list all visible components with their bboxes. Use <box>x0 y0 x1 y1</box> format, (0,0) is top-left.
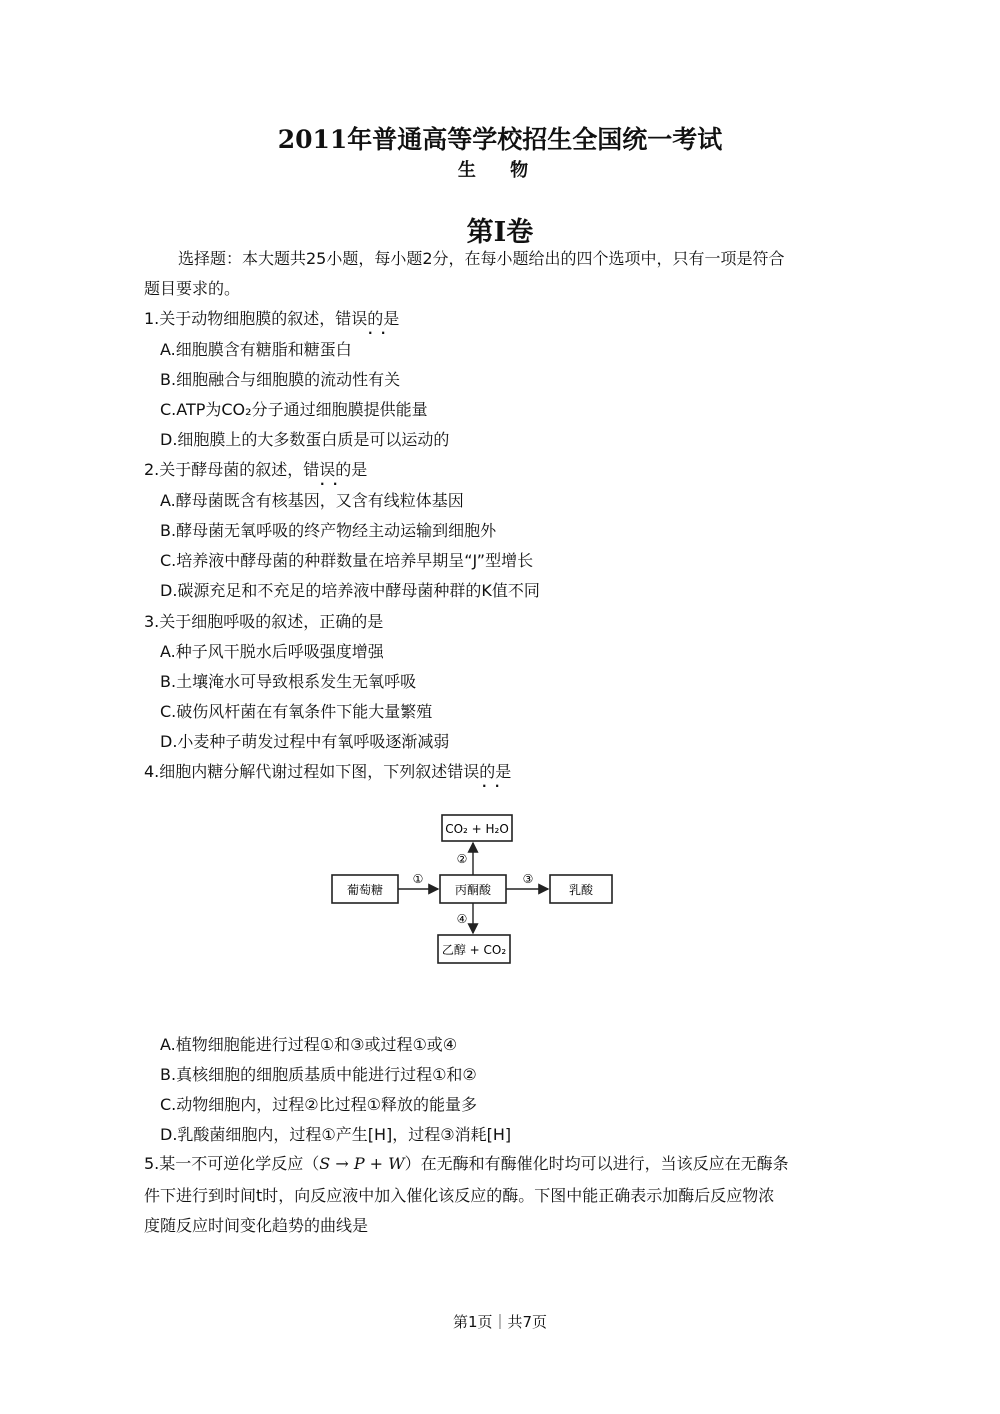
instructions-line-1: 选择题：本大题共25小题，每小题2分，在每小题给出的四个选项中，只有一项是符合 <box>178 249 785 268</box>
question-5-line-1 <box>144 1153 789 1175</box>
emphasis-dots-q1: · · <box>368 326 386 340</box>
question-5-tail: ）在无酶和有酶催化时均可以进行，当该反应在无酶条 <box>404 1154 789 1173</box>
question-1-option-c: C.ATP为CO₂分子通过细胞膜提供能量 <box>160 400 428 419</box>
glycolysis-diagram <box>320 805 640 975</box>
question-3-option-c: C.破伤风杆菌在有氧条件下能大量繁殖 <box>160 702 433 721</box>
label-pyruvate: 丙酮酸 <box>454 883 492 897</box>
question-5-line-2: 件下进行到时间t时，向反应液中加入催化该反应的酶。下图中能正确表示加酶后反应物浓 <box>144 1186 775 1205</box>
question-1-option-d: D.细胞膜上的大多数蛋白质是可以运动的 <box>160 430 450 449</box>
glycolysis-diagram-svg <box>320 805 640 975</box>
exam-title: 2011年普通高等学校招生全国统一考试 <box>277 125 723 154</box>
label-glucose: 葡萄糖 <box>346 883 384 897</box>
question-2-option-a: A.酵母菌既含有核基因，又含有线粒体基因 <box>160 491 464 510</box>
question-2-option-b: B.酵母菌无氧呼吸的终产物经主动运输到细胞外 <box>160 521 497 540</box>
section-title: 第I卷 <box>466 217 534 248</box>
question-2-option-c: C.培养液中酵母菌的种群数量在培养早期呈“J”型增长 <box>160 551 534 570</box>
instructions-line-2: 题目要求的。 <box>144 279 241 298</box>
step-1-label: ① <box>412 872 424 886</box>
question-4-option-b: B.真核细胞的细胞质基质中能进行过程①和② <box>160 1065 477 1084</box>
question-5-line-3: 度随反应时间变化趋势的曲线是 <box>144 1216 369 1235</box>
question-3-stem: 3.关于细胞呼吸的叙述，正确的是 <box>144 612 384 631</box>
step-4-label: ④ <box>456 912 468 926</box>
emphasis-dots-q2: · · <box>320 477 338 491</box>
question-4-option-c: C.动物细胞内，过程②比过程①释放的能量多 <box>160 1095 477 1114</box>
question-2-option-d: D.碳源充足和不充足的培养液中酵母菌种群的K值不同 <box>160 581 540 600</box>
label-co2-h2o: CO₂ + H₂O <box>445 822 509 836</box>
page-footer: 第1页｜共7页 <box>452 1313 548 1331</box>
subject-title: 生 物 <box>457 160 543 181</box>
question-1-option-a: A.细胞膜含有糖脂和糖蛋白 <box>160 340 352 359</box>
question-5-lead: 5.某一不可逆化学反应（ <box>144 1154 320 1173</box>
question-4-option-a: A.植物细胞能进行过程①和③或过程①或④ <box>160 1035 458 1054</box>
question-3-option-b: B.土壤淹水可导致根系发生无氧呼吸 <box>160 672 417 691</box>
question-1-stem: 1.关于动物细胞膜的叙述，错误的是 <box>144 309 400 328</box>
question-1-option-b: B.细胞融合与细胞膜的流动性有关 <box>160 370 401 389</box>
question-5-equation: S → P + W <box>319 1154 405 1173</box>
question-4-stem: 4.细胞内糖分解代谢过程如下图，下列叙述错误的是 <box>144 762 512 781</box>
label-ethanol-co2: 乙醇 + CO₂ <box>441 943 507 957</box>
question-3-option-a: A.种子风干脱水后呼吸强度增强 <box>160 642 384 661</box>
step-2-label: ② <box>456 852 468 866</box>
question-2-stem: 2.关于酵母菌的叙述，错误的是 <box>144 460 368 479</box>
question-4-option-d: D.乳酸菌细胞内，过程①产生[H]，过程③消耗[H] <box>160 1125 512 1144</box>
step-3-label: ③ <box>522 872 534 886</box>
question-3-option-d: D.小麦种子萌发过程中有氧呼吸逐渐减弱 <box>160 732 450 751</box>
label-lactic-acid: 乳酸 <box>568 883 594 897</box>
emphasis-dots-q4: · · <box>482 779 500 793</box>
